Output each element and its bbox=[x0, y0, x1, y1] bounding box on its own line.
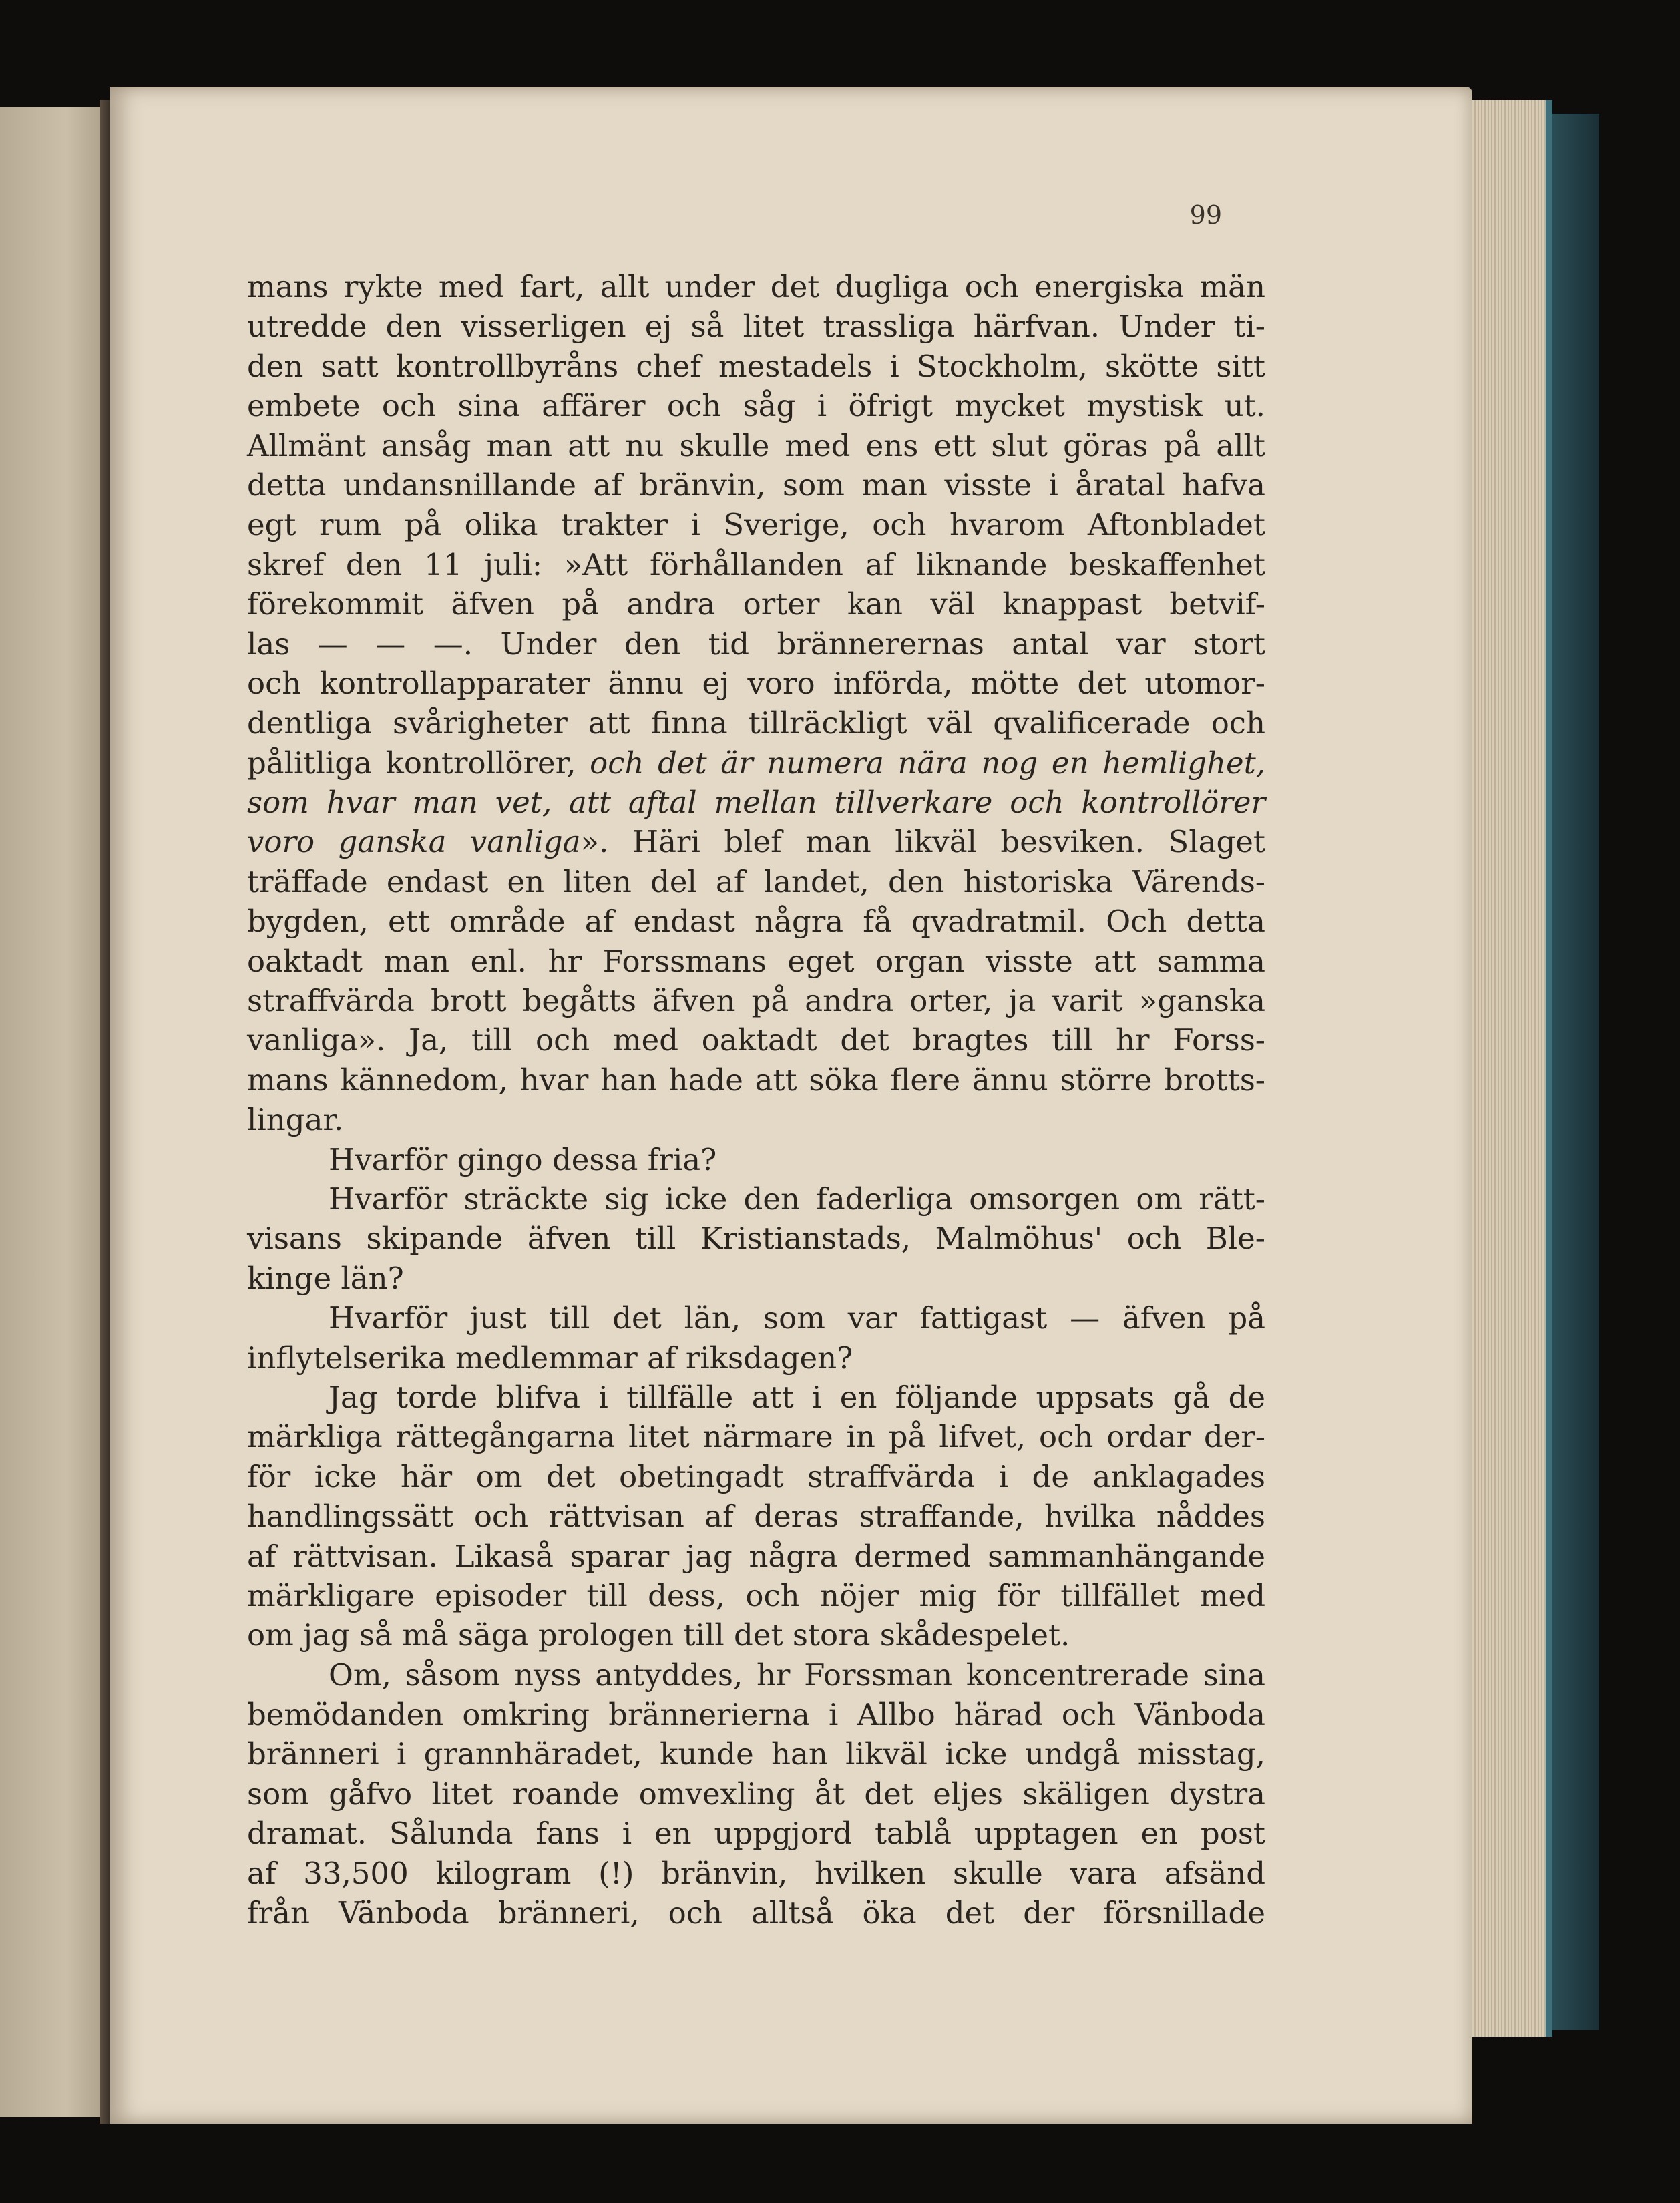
text-line bbox=[247, 1893, 1265, 1933]
text-line bbox=[247, 426, 1265, 465]
text-line bbox=[247, 1655, 1265, 1695]
text-line bbox=[247, 1537, 1265, 1576]
text-span: ». Häri blef man likväl besviken. Slaget bbox=[580, 824, 1265, 860]
text-span: för icke här om det obetingadt straffvärda i de anklagades bbox=[247, 1458, 1265, 1494]
text-span: den satt kontrollbyråns chef mestadels i Stockholm, skötte sitt bbox=[247, 348, 1265, 384]
text-span: detta undansnillande af bränvin, som man visste i åratal hafva bbox=[247, 467, 1265, 503]
text-line bbox=[247, 1854, 1265, 1893]
text-span: dramat. Sålunda fans i en uppgjord tablå upptagen en post bbox=[247, 1816, 1265, 1852]
text-line bbox=[247, 584, 1265, 624]
text-line bbox=[247, 624, 1265, 664]
text-span: och kontrollapparater ännu ej voro införda, mötte det utomor- bbox=[247, 665, 1265, 701]
text-line bbox=[247, 981, 1265, 1020]
text-line bbox=[247, 1219, 1265, 1258]
text-span: inflytelserika medlemmar af riksdagen? bbox=[247, 1340, 853, 1376]
text-line bbox=[247, 942, 1265, 981]
text-span: kinge län? bbox=[247, 1260, 404, 1296]
text-span: af 33,500 kilogram (!) bränvin, hvilken skulle vara afsänd bbox=[247, 1855, 1265, 1891]
italic-span: voro ganska vanliga bbox=[247, 824, 581, 860]
text-span: Jag torde blifva i tillfälle att i en följande uppsats gå de bbox=[329, 1379, 1265, 1415]
text-line bbox=[247, 505, 1265, 544]
text-line bbox=[247, 1457, 1265, 1496]
text-span: bemödanden omkring brännerierna i Allbo härad och Vänboda bbox=[247, 1697, 1265, 1733]
text-span: om jag så må säga prologen till det stora skådespelet. bbox=[247, 1617, 1070, 1653]
text-span: förekommit äfven på andra orter kan väl knappast betvif- bbox=[247, 586, 1265, 622]
text-line bbox=[247, 1417, 1265, 1456]
text-span: Hvarför gingo dessa fria? bbox=[329, 1141, 717, 1177]
text-line bbox=[247, 1060, 1265, 1100]
text-line bbox=[247, 1298, 1265, 1338]
text-span: Hvarför sträckte sig icke den faderliga omsorgen om rätt- bbox=[329, 1181, 1265, 1217]
text-span: träffade endast en liten del af landet, den historiska Värends- bbox=[247, 863, 1265, 899]
text-line bbox=[247, 1140, 1265, 1179]
text-line bbox=[247, 1378, 1265, 1417]
text-span: egt rum på olika trakter i Sverige, och hvarom Aftonbladet bbox=[247, 507, 1265, 543]
text-line bbox=[247, 465, 1265, 505]
text-span: skref den 11 juli: »Att förhållanden af liknande beskaffenhet bbox=[247, 546, 1265, 582]
text-span: las — — —. Under den tid brännerernas antal var stort bbox=[247, 626, 1265, 662]
text-span: pålitliga kontrollörer, bbox=[247, 745, 590, 781]
text-span: af rättvisan. Likaså sparar jag några dermed sammanhängande bbox=[247, 1538, 1265, 1574]
page-number: 99 bbox=[1189, 200, 1222, 230]
text-line bbox=[247, 1695, 1265, 1734]
text-line bbox=[247, 1615, 1265, 1655]
text-span: mans rykte med fart, allt under det dugliga och energiska män bbox=[247, 269, 1265, 305]
text-span: vanliga». Ja, till och med oaktadt det bragtes till hr Forss- bbox=[247, 1022, 1265, 1058]
book-binding bbox=[1552, 114, 1599, 2030]
text-span: bränneri i grannhäradet, kunde han likväl icke undgå misstag, bbox=[247, 1736, 1265, 1772]
text-line bbox=[247, 545, 1265, 584]
text-line bbox=[247, 267, 1265, 307]
text-line bbox=[247, 1814, 1265, 1853]
text-span: Om, såsom nyss antyddes, hr Forssman koncentrerade sina bbox=[329, 1657, 1265, 1693]
text-span: dentliga svårigheter att finna tillräckligt väl qvalificerade och bbox=[247, 705, 1265, 741]
text-line bbox=[247, 1259, 1265, 1298]
body-text bbox=[247, 267, 1265, 1933]
text-line bbox=[247, 1179, 1265, 1219]
text-span: utredde den visserligen ej så litet trassliga härfvan. Under ti- bbox=[247, 309, 1265, 345]
text-line bbox=[247, 1576, 1265, 1615]
text-span: visans skipande äfven till Kristianstads, Malmöhus' och Ble- bbox=[247, 1221, 1265, 1257]
text-line bbox=[247, 386, 1265, 425]
text-line bbox=[247, 307, 1265, 346]
text-line bbox=[247, 1496, 1265, 1536]
text-span: från Vänboda bränneri, och alltså öka det der försnillade bbox=[247, 1895, 1265, 1931]
text-line bbox=[247, 783, 1265, 822]
italic-span: som hvar man vet, att aftal mellan tillverkare och kontrollörer bbox=[247, 785, 1265, 821]
text-line bbox=[247, 664, 1265, 703]
text-line bbox=[247, 347, 1265, 386]
text-span: märkligare episoder till dess, och nöjer mig för tillfället med bbox=[247, 1577, 1265, 1613]
text-line bbox=[247, 1774, 1265, 1814]
text-span: mans kännedom, hvar han hade att söka flere ännu större brotts- bbox=[247, 1062, 1265, 1098]
text-line bbox=[247, 703, 1265, 743]
text-span: bygden, ett område af endast några få qvadratmil. Och detta bbox=[247, 904, 1265, 940]
text-line bbox=[247, 1734, 1265, 1774]
text-line bbox=[247, 1100, 1265, 1139]
page-stack-edge bbox=[1472, 100, 1552, 2037]
italic-span: och det är numera nära nog en hemlighet, bbox=[590, 745, 1266, 781]
text-line bbox=[247, 743, 1265, 783]
text-line bbox=[247, 1020, 1265, 1060]
text-span: straffvärda brott begåtts äfven på andra orter, ja varit »ganska bbox=[247, 983, 1265, 1019]
text-span: embete och sina affärer och såg i öfrigt mycket mystisk ut. bbox=[247, 388, 1265, 424]
text-span: märkliga rättegångarna litet närmare in på lifvet, och ordar der- bbox=[247, 1419, 1265, 1455]
text-line bbox=[247, 1338, 1265, 1378]
text-span: handlingssätt och rättvisan af deras straffande, hvilka nåddes bbox=[247, 1498, 1265, 1535]
text-span: lingar. bbox=[247, 1102, 344, 1138]
text-span: som gåfvo litet roande omvexling åt det eljes skäligen dystra bbox=[247, 1776, 1265, 1812]
text-span: Allmänt ansåg man att nu skulle med ens ett slut göras på allt bbox=[247, 427, 1265, 463]
text-span: Hvarför just till det län, som var fattigast — äfven på bbox=[329, 1300, 1265, 1336]
text-line bbox=[247, 822, 1265, 861]
text-line bbox=[247, 902, 1265, 941]
text-span: oaktadt man enl. hr Forssmans eget organ visste att samma bbox=[247, 943, 1265, 979]
text-line bbox=[247, 862, 1265, 902]
left-page-edge bbox=[0, 107, 110, 2117]
